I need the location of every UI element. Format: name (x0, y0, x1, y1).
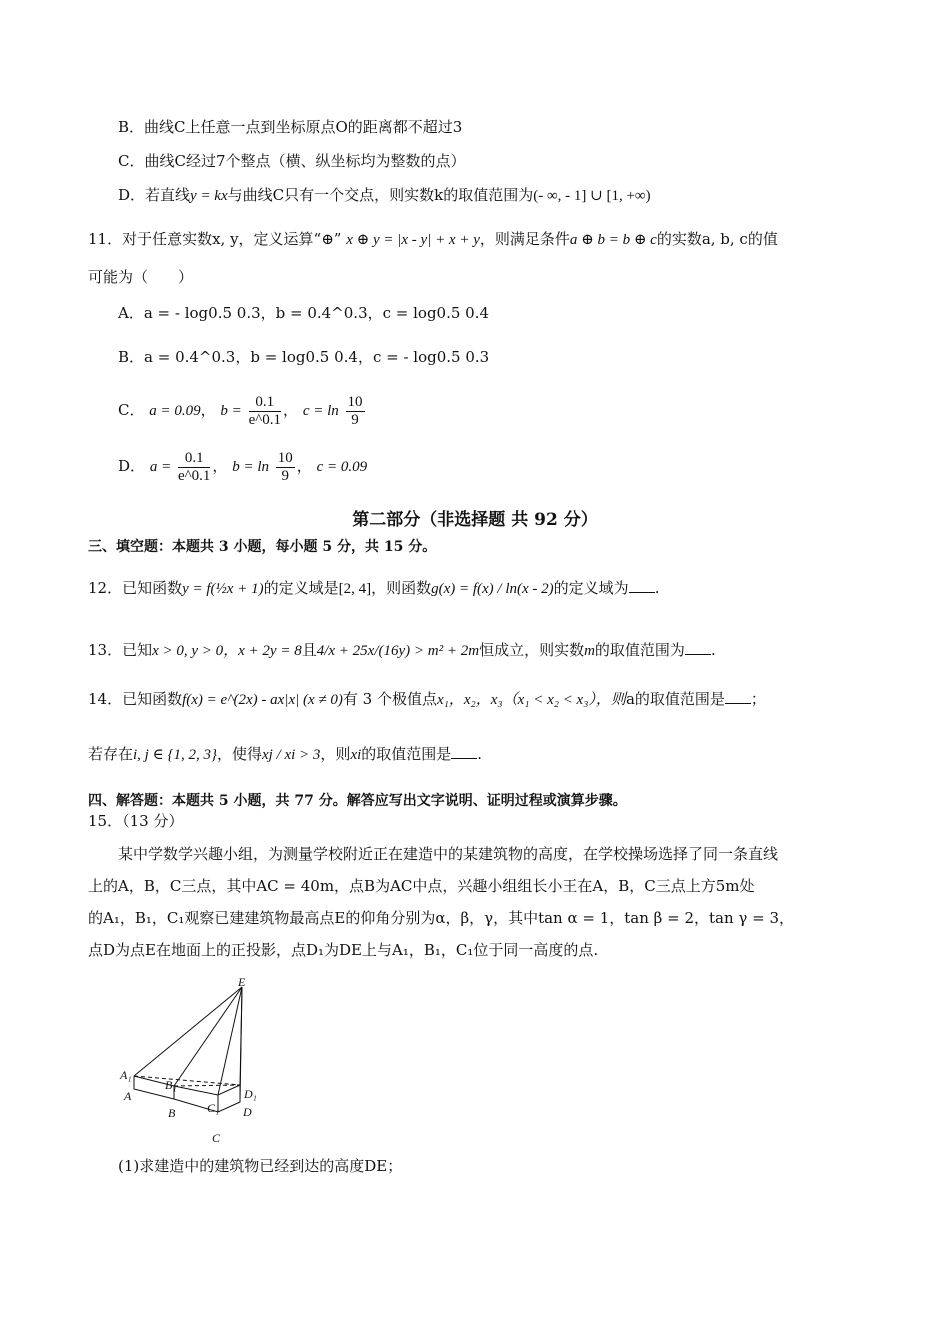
q15-paragraph-3: 的A₁，B₁，C₁观察已建建筑物最高点E的仰角分别为α，β，γ，其中tan α = 1，tan β = 2，tan γ = 3， (88, 909, 794, 927)
q11-option-a: A．a = - log0.5 0.3，b = 0.4^0.3，c = log0.5 0.4 (118, 304, 490, 322)
q12-function: y = f(½x + 1) (182, 581, 264, 597)
q14-line2: 若存在i, j ∈ {1, 2, 3}，使得xj / xi > 3，则xi的取值范围是 . (88, 745, 483, 763)
q11-stem-a: 11．对于任意实数x, y，定义运算“⊕” (88, 230, 342, 248)
q13-condition: x > 0, y > 0，x + 2y = 8 (152, 643, 302, 659)
q10-d-prefix: D．若直线 (118, 186, 191, 204)
q11-c-c-fraction: $\frac{10}{9}$ (347, 393, 363, 428)
q15-heading: 15．（13 分） (88, 812, 184, 830)
q13: 13．已知x > 0, y > 0，x + 2y = 8且4/x + 25x/(16y) > m² + 2m恒成立，则实数m的取值范围为 . (88, 641, 716, 659)
q10-option-c: C．曲线C经过7个整点（横、纵坐标均为整数的点） (118, 152, 466, 170)
q11-op-def: x ⊕ y = |x - y| + x + y (346, 232, 480, 248)
q15-paragraph-4: 点D为点E在地面上的正投影，点D₁为DE上与A₁，B₁，C₁位于同一高度的点. (88, 941, 599, 959)
q11-c-label: C． (118, 401, 145, 419)
q12-g-function: g(x) = f(x) / ln(x - 2) (431, 581, 554, 597)
q11-stem (88, 228, 778, 251)
fig-label-C: C (212, 1131, 221, 1145)
q10-d-equation: y = kx (190, 188, 228, 204)
q14-answer-blank-1 (725, 689, 751, 704)
q14-function: f(x) = e^(2x) - ax|x| (x ≠ 0) (182, 692, 343, 708)
part2-title: 第二部分（非选择题 共 92 分） (352, 510, 598, 530)
q14-points: x₁，x₂，x₃（x₁ < x₂ < x₃），则 (436, 692, 626, 708)
q15-body (88, 838, 858, 966)
q11-d-c: c = 0.09 (316, 459, 368, 475)
q10-d-middle: 与曲线C只有一个交点，则实数k的取值范围为 (227, 186, 534, 204)
q14-index-set: i, j ∈ {1, 2, 3} (133, 747, 217, 763)
q11-option-b: B．a = 0.4^0.3，b = log0.5 0.4，c = - log0.5 0.3 (118, 348, 490, 366)
fig-label-C1: C₁ (207, 1101, 220, 1115)
q15-paragraph-1: 某中学数学兴趣小组，为测量学校附近正在建造中的某建筑物的高度，在学校操场选择了同一条直线 (118, 845, 779, 863)
q11-option-d: D． a = $\frac{0.1}{e\^{}0.1}$ ， b = ln $\frac{10}{9}$ ， c = 0.09 (118, 449, 368, 484)
q11-stem-c: 的实数a, b, c的值 (656, 230, 778, 248)
q11-c-b-fraction: $\frac{0.1}{e\^{}0.1}$ (248, 393, 282, 428)
q15-paragraph-2: 上的A，B，C三点，其中AC = 40m，点B为AC中点，兴趣小组组长小王在A，B，C三点上方5m处 (88, 877, 755, 895)
q11-d-a-fraction: $\frac{0.1}{e\^{}0.1}$ (177, 449, 211, 484)
fig-label-A1: A₁ (120, 1068, 132, 1082)
fig-label-E: E (238, 975, 246, 989)
fig-label-D1: D₁ (244, 1087, 257, 1101)
q11-stem-b: ，则满足条件 (479, 230, 570, 248)
q15-subquestion-1: (1)求建造中的建筑物已经到达的高度DE； (118, 1157, 403, 1175)
q11-stem-d: 可能为（ ） (88, 268, 194, 286)
q11-d-b-fraction: $\frac{10}{9}$ (277, 449, 293, 484)
fig-label-A: A (124, 1089, 132, 1103)
q13-inequality: 4/x + 25x/(16y) > m² + 2m (316, 643, 480, 659)
q10-option-b: B．曲线C上任意一点到坐标原点O的距离都不超过3 (118, 118, 463, 136)
q11-c-a: a = 0.09 (149, 403, 201, 419)
solve-section-title: 四、解答题：本题共 5 小题，共 77 分。解答应写出文字说明、证明过程或演算步骤。 (88, 793, 627, 809)
fill-in-section-title: 三、填空题：本题共 3 小题，每小题 5 分，共 15 分。 (88, 539, 437, 555)
q12: 12．已知函数y = f(½x + 1)的定义域是[2, 4]，则函数g(x) = f(x) / ln(x - 2)的定义域为 . (88, 579, 660, 597)
q11-d-label: D． (118, 457, 146, 475)
fig-label-D: D (243, 1105, 252, 1119)
q11-option-c: C． a = 0.09， b = $\frac{0.1}{e\^{}0.1}$ ， c = ln $\frac{10}{9}$ (118, 393, 363, 428)
q13-answer-blank (685, 640, 711, 655)
q14-ratio: xj / xi > 3 (261, 747, 321, 763)
q10-d-range: (- ∞, - 1] ∪ [1, +∞) (533, 188, 651, 204)
q14-line1: 14．已知函数f(x) = e^(2x) - ax|x| (x ≠ 0)有 3 个极值点x₁，x₂，x₃（x₁ < x₂ < x₃），则a的取值范围是 ； (88, 690, 766, 708)
q15-geometry-figure (110, 975, 280, 1150)
q10-option-d (118, 184, 651, 207)
q14-answer-blank-2 (451, 744, 477, 759)
fig-label-B: B (168, 1106, 176, 1120)
q11-condition: a ⊕ b = b ⊕ c (569, 232, 657, 248)
q12-domain: [2, 4] (338, 581, 372, 597)
q12-answer-blank (629, 578, 655, 593)
fig-label-B1: B₁ (165, 1078, 177, 1092)
